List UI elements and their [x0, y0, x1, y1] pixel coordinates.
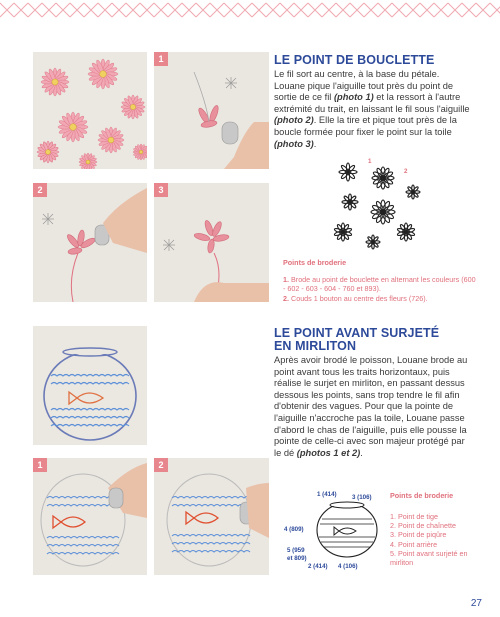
list-item: 3. Point de piqûre — [390, 530, 447, 540]
diagram-label-1-414: 1 (414) — [317, 491, 337, 498]
list-item: 2. Point de chaînette — [390, 521, 456, 531]
text-run: et la ressort à l'autre extrémité du trait, en laissant le fil sous l'aiguille — [274, 92, 470, 114]
photo-reference: (photo 3) — [274, 138, 314, 149]
photo-badge: 1 — [154, 52, 168, 66]
photo-step-1 — [154, 52, 269, 169]
photo-fishbowl-embroidery — [33, 326, 147, 445]
diagram-label-2-414: 2 (414) — [308, 563, 328, 570]
photo-badge: 1 — [33, 458, 47, 472]
list-item: 2. Couds 1 bouton au centre des fleurs (726). — [283, 293, 428, 303]
text-run: Après avoir brodé le poisson, Louane brode au point avant tous les traits horizontaux, puis réalise le surjet en mirliton, en passant dessus dessous les points, sans trop tendre le fil afin d'obtenir des vagues. Pour que la pointe de l'aiguille n'accroche pas la toile, Louane passe d'abord le chas de l'aiguille, puis elle pousse la pointe de celle-ci avec son majeur protégé par le dé — [274, 355, 468, 458]
decorative-top-border — [0, 0, 500, 20]
points-heading-2: Points de broderie — [390, 491, 454, 500]
diagram-label-4-106: 4 (106) — [338, 563, 358, 570]
photo-reference: (photos 1 et 2) — [296, 447, 361, 458]
photo-step-3 — [154, 183, 269, 302]
list-item: 5. Point avant surjeté en mirliton — [390, 548, 468, 568]
diagram-label-4-809: 4 (809) — [284, 526, 304, 533]
list-item: 4. Point arrière — [390, 539, 438, 549]
photo-badge: 2 — [154, 458, 168, 472]
diagram-label-1: 1 — [368, 158, 372, 165]
diagram-label-5-809: et 809) — [287, 555, 307, 562]
points-list-1 — [283, 275, 478, 303]
page-number: 27 — [470, 598, 482, 609]
photo-reference: (photo 1) — [333, 92, 374, 103]
photo-embroidered-flowers — [33, 52, 147, 169]
photo-reference: (photo 2) — [274, 115, 314, 126]
section-title-bouclette: LE POINT DE BOUCLETTE — [274, 53, 435, 67]
list-item: 1. Brode au point de bouclette en alternant les couleurs (600 - 602 - 603 - 604 - 760 et 893). — [283, 275, 476, 294]
photo-badge: 2 — [33, 183, 47, 197]
flower-pattern-diagram — [328, 160, 428, 252]
section-title-mirliton: LE POINT AVANT SURJETÉ EN MIRLITON — [274, 326, 440, 353]
text-run: . Elle la tire et pique tout près de la boucle formée pour fixer le point sur la toile — [274, 115, 457, 137]
points-heading-1: Points de broderie — [283, 258, 347, 267]
list-item: 1. Point de tige — [390, 512, 438, 521]
diagram-label-3-106: 3 (106) — [352, 494, 372, 501]
points-list-2 — [390, 512, 482, 567]
diagram-label-5-959: 5 (959 — [287, 547, 305, 554]
text-run: . — [360, 447, 363, 458]
text-run: . — [313, 138, 317, 149]
flower-illustration — [37, 59, 147, 169]
photo-badge: 3 — [154, 183, 168, 197]
diagram-label-2: 2 — [404, 168, 408, 175]
photo-step-2 — [33, 183, 147, 302]
photo-mirliton-step-1 — [33, 458, 147, 575]
section-paragraph-mirliton — [274, 355, 474, 459]
photo-mirliton-step-2 — [154, 458, 269, 575]
text-run: Le fil sort au centre, à la base du pétale. Louane pique l'aiguille tout près du point de sortie de ce fil — [274, 69, 454, 103]
fishbowl-pattern-diagram — [312, 497, 382, 559]
section-paragraph-bouclette — [274, 69, 470, 150]
